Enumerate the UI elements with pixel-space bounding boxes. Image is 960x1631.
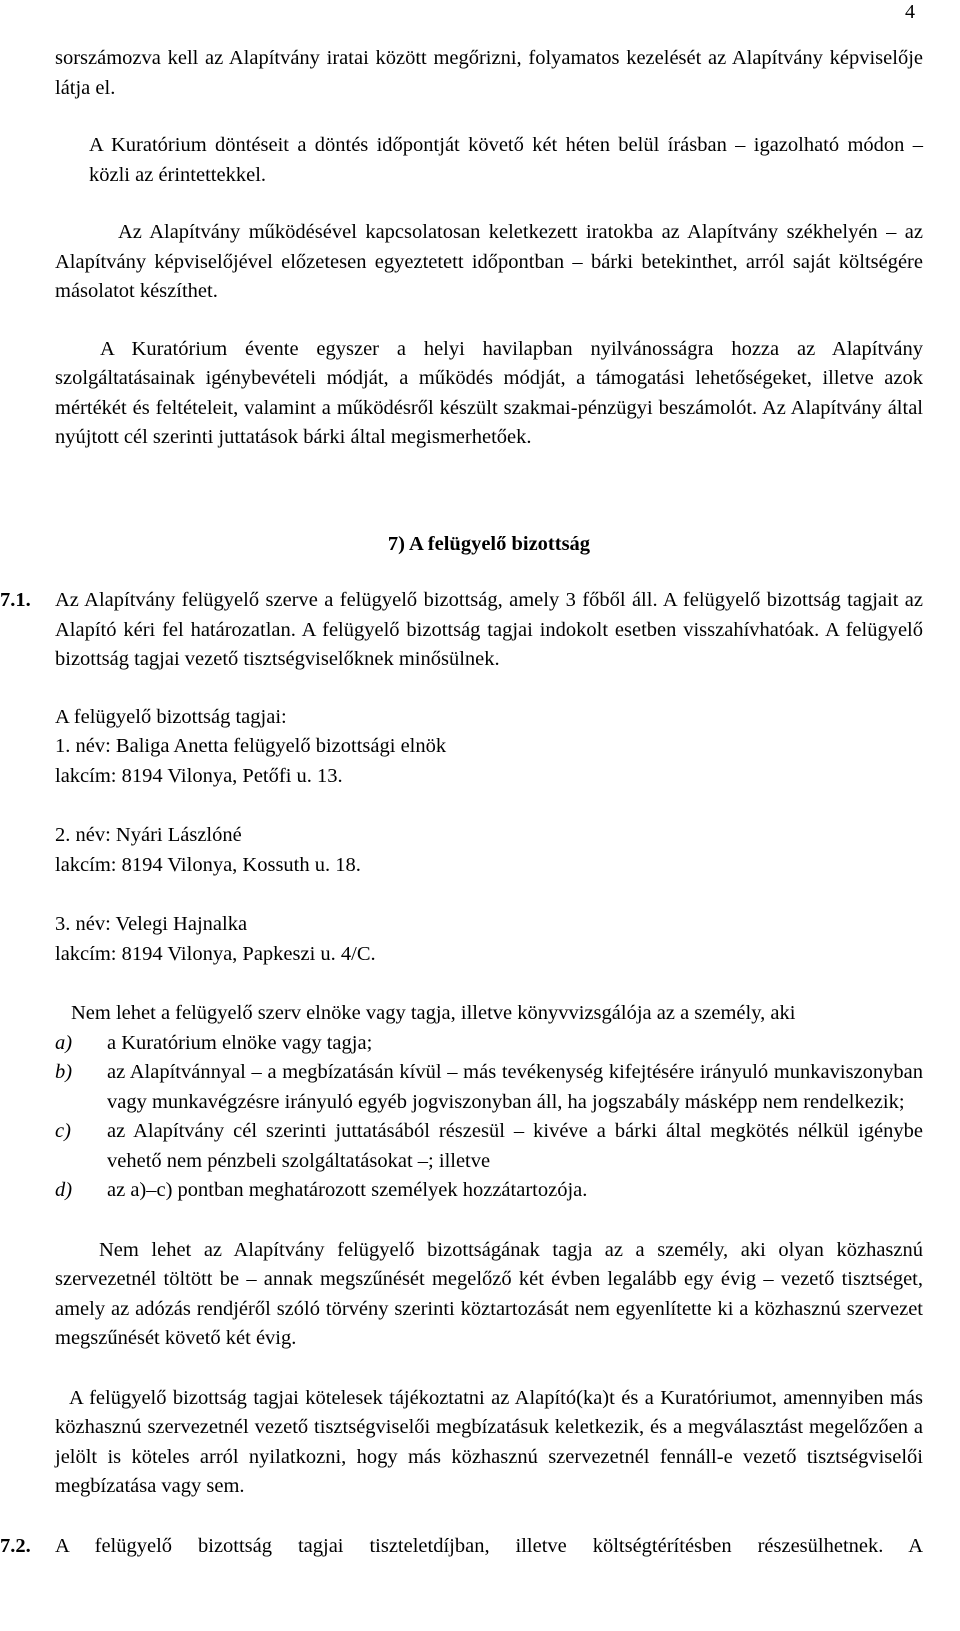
member-name: 1. név: Baliga Anetta felügyelő bizottsági elnök (55, 735, 447, 757)
paragraph-6: A felügyelő bizottság tagjai kötelesek tájékoztatni az Alapító(ka)t és a Kuratóriumot, amennyiben más közhasznú szervezetnél vezető tisztségviselői megbízatásuk keletkezik, és a megválasztást megelőzően a jelölt is köteles arról nyilatkozni, hogy más közhasznú szervezetnél fennáll-e vezető tisztségviselői megbízatása vagy sem. (55, 1386, 923, 1497)
list-item (55, 1117, 923, 1176)
paragraph-2: A Kuratórium döntéseit a döntés időpontját követő két héten belül írásban – igazolható módon – közli az érintettekkel. (89, 134, 923, 186)
member-3 (55, 910, 923, 969)
list-marker: a) (55, 1031, 73, 1054)
list-marker: b) (55, 1061, 73, 1083)
member-2 (55, 821, 923, 880)
member-1 (55, 732, 923, 791)
section-heading: 7) A felügyelő bizottság (387, 532, 591, 555)
member-address: lakcím: 8194 Vilonya, Petőfi u. 13. (55, 764, 343, 787)
section-number: 7.1. (0, 589, 31, 611)
list-text: az Alapítvány cél szerinti juttatásából részesül – kivéve a bárki által megkötés nélkül igénybe vehető nem pénzbeli szolgáltatásokat –; illetve (107, 1120, 923, 1172)
section-text: Az Alapítvány felügyelő szerve a felügyelő bizottság, amely 3 főből áll. A felügyelő bizottság tagjait az Alapító kéri fel határozatlan. A felügyelő bizottság tagjai indokolt esetben visszahívhatóak. A felügyelő bizottság tagjai vezető tisztségviselőknek minősülnek. (55, 589, 923, 670)
section-number: 7.2. (0, 1534, 31, 1557)
members-title: A felügyelő bizottság tagjai: (55, 705, 287, 728)
exclusion-intro: Nem lehet a felügyelő szerv elnöke vagy tagja, illetve könyvvizsgálója az a személy, aki (71, 1002, 796, 1024)
section-7-2 (0, 1532, 923, 1562)
list-marker: d) (55, 1179, 73, 1201)
paragraph-4: A Kuratórium évente egyszer a helyi havilapban nyilvánosságra hozza az Alapítvány szolgáltatásainak igénybevételi módját, a működés módját, a támogatási lehetőségeket, illetve azok mértékét és feltételeit, valamint a működésről készült szakmai-pénzügyi beszámolót. Az Alapítvány által nyújtott cél szerinti juttatások bárki által megismerhetőek. (55, 337, 923, 448)
document-body (0, 44, 923, 1561)
list-text: az Alapítvánnyal – a megbízatásán kívül – más tevékenység kifejtésére irányuló munkaviszonyban vagy munkavégzésre irányuló egyéb jogviszonyban áll, ha jogszabály másképp nem rendelkezik; (107, 1061, 923, 1113)
list-text: az a)–c) pontban meghatározott személyek hozzátartozója. (107, 1179, 588, 1201)
section-7-1 (0, 586, 923, 675)
list-marker: c) (55, 1120, 71, 1142)
list-text: a Kuratórium elnöke vagy tagja; (107, 1031, 373, 1054)
member-address: lakcím: 8194 Vilonya, Kossuth u. 18. (55, 853, 361, 876)
section-text: A felügyelő bizottság tagjai tiszteletdíjban, illetve költségtérítésben részesülhetnek. A (55, 1534, 923, 1557)
member-name: 2. név: Nyári Lászlóné (55, 824, 242, 846)
paragraph-3: Az Alapítvány működésével kapcsolatosan keletkezett iratokba az Alapítvány székhelyén – az Alapítvány képviselőjével előzetesen egyeztetett időpontban – bárki betekinthet, arról saját költségére másolatot készíthet. (55, 221, 923, 302)
member-name: 3. név: Velegi Hajnalka (55, 913, 248, 935)
list-item (55, 1058, 923, 1117)
list-item (55, 1176, 923, 1206)
list-item (55, 1029, 923, 1059)
paragraph-5: Nem lehet az Alapítvány felügyelő bizottságának tagja az a személy, aki olyan közhasznú szervezetnél töltött be – annak megszűnését megelőző két évben legalább egy évig – vezető tisztséget, amely az adózás rendjéről szóló törvény szerinti köztartozását nem egyenlítette ki a közhasznú szervezet megszűnését követő két évig. (55, 1238, 923, 1349)
member-address: lakcím: 8194 Vilonya, Papkeszi u. 4/C. (55, 942, 376, 965)
paragraph-1: sorszámozva kell az Alapítvány iratai között megőrizni, folyamatos kezelését az Alapítvány képviselője látja el. (55, 47, 923, 99)
page-number: 4 (905, 1, 915, 23)
